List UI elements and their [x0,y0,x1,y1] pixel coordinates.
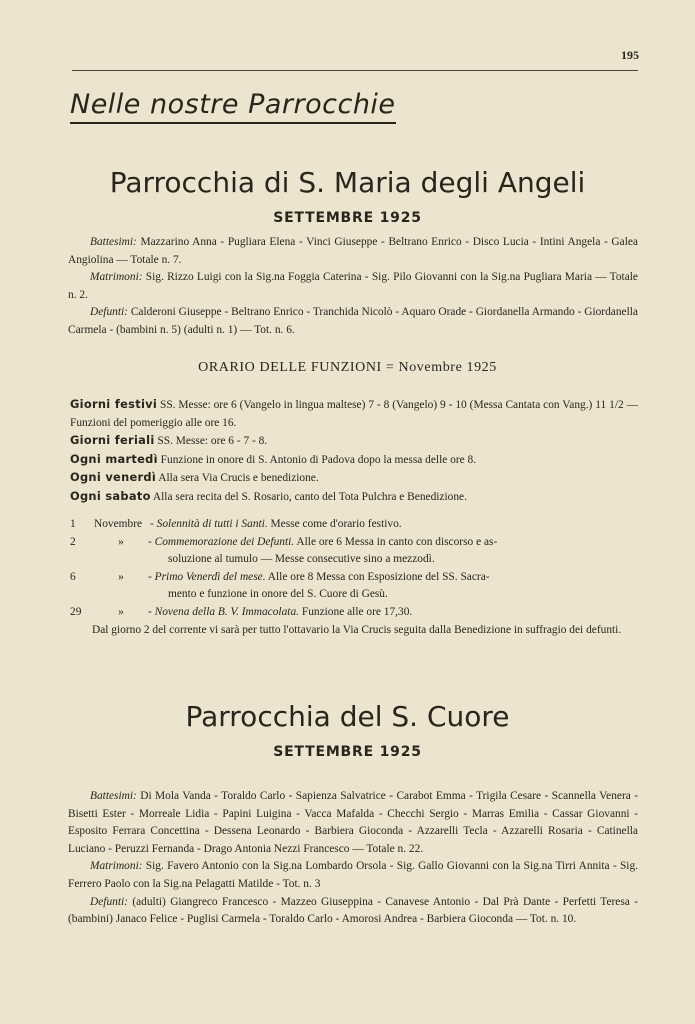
parish1-defunti [68,304,638,339]
defunti-label: Defunti: [90,306,128,319]
defunti-text: Calderoni Giuseppe - Beltrano Enrico - Tranchida Nicolò - Aquaro Orade - Giordanella Armando - Giordanella Carmela - (bambini n. 5) (adulti n. 1) — Tot. n. 6. [68,306,638,336]
venerdi-label: Ogni venerdì [70,470,157,485]
calendar-row [70,516,638,534]
calendar-entry [150,516,638,534]
calendar-text: Alle ore 6 Messa in canto con discorso e as- [294,535,498,548]
parish2-battesimi [68,788,638,858]
feriali-label: Giorni feriali [70,433,155,448]
calendar-entry [148,604,638,622]
calendar-month: Novembre [94,518,143,530]
calendar-row [70,569,638,587]
venerdi-text: Alla sera Via Crucis e benedizione. [156,472,319,485]
parish1-matrimoni [68,269,638,304]
defunti-label: Defunti: [90,895,128,908]
section-title: Nelle nostre Parrocchie [70,88,396,124]
battesimi-text: Mazzarino Anna - Pugliara Elena - Vinci Giuseppe - Beltrano Enrico - Disco Lucia - Intini Angela - Galea Angiolina — Totale n. 7. [68,236,638,266]
calendar-ditto: » [118,570,124,583]
calendar-feast: - Commemorazione dei Defunti. [148,535,295,548]
calendar-continuation: soluzione al tumulo — Messe consecutive sino a mezzodì. [168,553,435,566]
matrimoni-label: Matrimoni: [90,271,143,284]
calendar-text: Funzione alle ore 17,30. [299,605,413,618]
battesimi-label: Battesimi: [90,236,137,248]
calendar-text: Alle ore 8 Messa con Esposizione del SS. Sacra- [265,570,490,583]
parish1-battesimi [68,234,638,269]
parish2-records [68,788,638,929]
calendar-day: 29 [70,605,82,618]
battesimi-label: Battesimi: [90,790,137,802]
calendar-feast: - Novena della B. V. Immacolata. [148,605,300,618]
sabato-text: Alla sera recita del S. Rosario, canto del Tota Pulchra e Benedizione. [150,490,467,503]
parish1-title: Parrocchia di S. Maria degli Angeli [109,166,586,199]
parish1-month: SETTEMBRE 1925 [273,210,422,226]
matrimoni-text: Sig. Favero Antonio con la Sig.na Lombardo Orsola - Sig. Gallo Giovanni con la Sig.na Tirri Annita - Sig. Ferrero Paolo con la Sig.na Pelagatti Matilde - Tot. n. 3 [68,860,638,890]
calendar-day: 1 [70,518,76,530]
calendar-day: 2 [70,535,76,548]
parish2-matrimoni [68,858,638,893]
calendar-ditto: » [118,605,124,618]
calendar-ditto: » [118,535,124,548]
martedi-text: Funzione in onore di S. Antonio di Padova dopo la messa delle ore 8. [157,453,477,466]
sabato-label: Ogni sabato [70,488,151,503]
calendar-row [70,534,638,552]
calendar-feast: - Solennità di tutti i Santi. [150,518,268,530]
orario-title: ORARIO DELLE FUNZIONI = Novembre 1925 [198,360,497,375]
battesimi-text: Di Mola Vanda - Toraldo Carlo - Sapienza Salvatrice - Carabot Emma - Trigila Cesare - Scannella Venera - Bisetti Ester - Morreale Lidia - Papini Luigina - Vacca Mafalda - Checchi Sergio - Marras Emilia - Cassar Giovanni - Esposito Ferrara Concettina - Dessena Leonardo - Barbiera Gioconda - Azzarelli Tecla - Azzarelli Rosaria - Catinella Luciano - Peruzzi Fernanda - Drago Antonia Nezzi Francesco — Totale n. 22. [68,790,638,855]
calendar-entry [148,569,638,587]
festivi-line [70,396,638,432]
parish2-defunti [68,894,638,929]
calendar-day: 6 [70,570,76,583]
calendar-text: Messe come d'orario festivo. [267,518,402,530]
martedi-label: Ogni martedì [70,451,158,466]
calendar-row [70,604,638,622]
parish1-records [68,234,638,340]
calendar-feast: - Primo Venerdì del mese. [148,570,266,583]
matrimoni-text: Sig. Rizzo Luigi con la Sig.na Foggia Caterina - Sig. Pilo Giovanni con la Sig.na Pugliara Maria — Totale n. 2. [68,271,638,301]
calendar-closing-note: Dal giorno 2 del corrente vi sarà per tutto l'ottavario la Via Crucis seguita dalla Benedizione in suffragio dei defunti. [92,623,622,636]
calendar-entry [148,534,638,552]
orario-schedule [70,396,638,507]
sabato-line [70,488,638,507]
festivi-label: Giorni festivi [70,397,158,411]
november-calendar [70,516,638,639]
header-rule [72,70,638,71]
calendar-continuation: mento e funzione in onore del S. Cuore di Gesù. [168,588,388,601]
parish2-title: Parrocchia del S. Cuore [185,700,510,733]
parish2-month: SETTEMBRE 1925 [273,744,422,760]
feriali-line [70,432,638,451]
feriali-text: SS. Messe: ore 6 - 7 - 8. [154,435,268,448]
martedi-line [70,451,638,470]
festivi-text: SS. Messe: ore 6 (Vangelo in lingua maltese) 7 - 8 (Vangelo) 9 - 10 (Messa Cantata con Vang.) 11 1/2 — Funzioni del pomeriggio alle ore 16. [70,399,638,429]
defunti-text: (adulti) Giangreco Francesco - Mazzeo Giuseppina - Canavese Antonio - Dal Prà Dante - Perfetti Teresa - (bambini) Janaco Felice - Puglisi Carmela - Toraldo Carlo - Amorosi Andrea - Barbiera Gioconda — Tot. n. 10. [68,895,638,926]
venerdi-line [70,469,638,488]
page-number: 195 [621,48,639,62]
matrimoni-label: Matrimoni: [90,860,143,873]
